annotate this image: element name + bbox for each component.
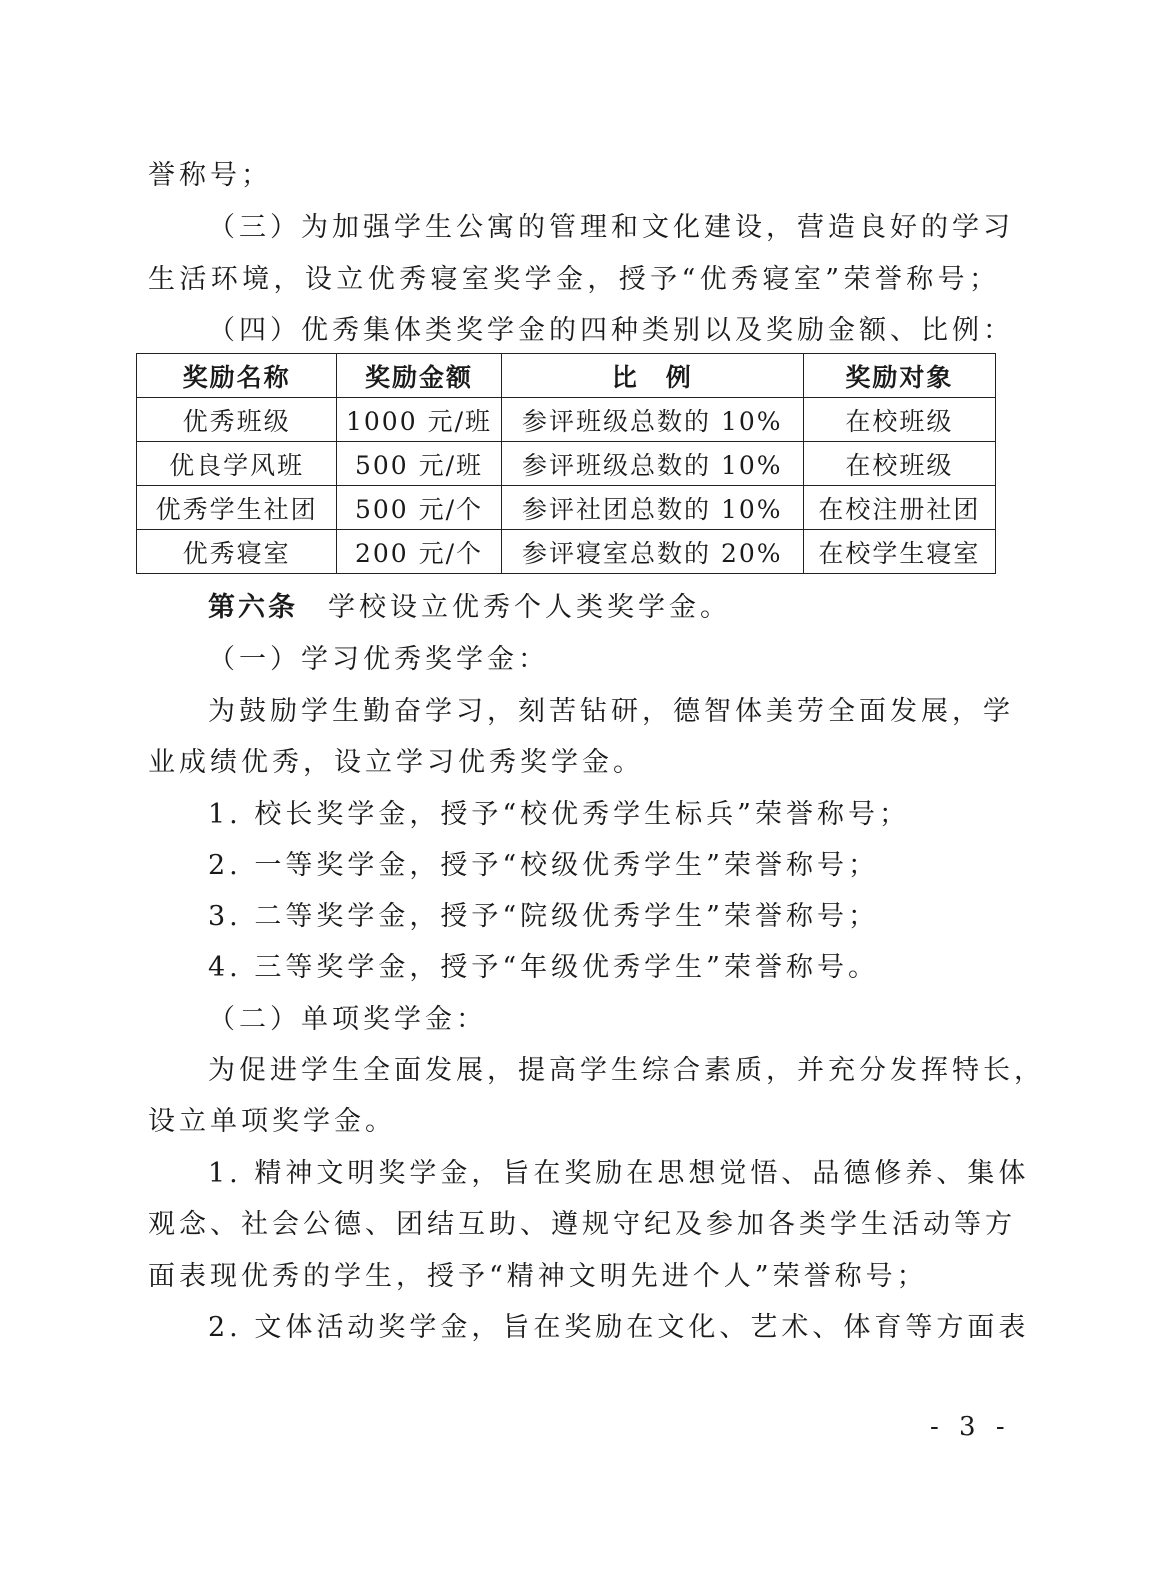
table-cell: 在校学生寝室	[803, 530, 995, 574]
table-cell: 200 元/个	[337, 530, 502, 574]
text-line: （四）优秀集体类奖学金的四种类别以及奖励金额、比例：	[208, 315, 1014, 346]
table-cell: 优秀寝室	[137, 530, 337, 574]
award-table	[136, 353, 996, 574]
table-row	[137, 442, 996, 486]
list-item: 3. 二等奖学金，授予“院级优秀学生”荣誉称号；	[208, 901, 879, 932]
page-number: - 3 -	[930, 1412, 1011, 1442]
table-header-cell: 奖励金额	[337, 354, 502, 398]
table-cell: 参评班级总数的 10%	[501, 398, 803, 442]
list-item: 2. 文体活动奖学金，旨在奖励在文化、艺术、体育等方面表	[208, 1312, 1030, 1343]
text-line: 设立单项奖学金。	[148, 1106, 396, 1137]
section-title: （一）学习优秀奖学金：	[208, 644, 549, 675]
table-cell: 1000 元/班	[337, 398, 502, 442]
text-line: 为鼓励学生勤奋学习，刻苦钻研，德智体美劳全面发展，学	[208, 696, 1014, 727]
text-line: 面表现优秀的学生，授予“精神文明先进个人”荣誉称号；	[148, 1261, 928, 1292]
list-item: 2. 一等奖学金，授予“校级优秀学生”荣誉称号；	[208, 850, 879, 881]
table-cell: 在校班级	[803, 442, 995, 486]
table-cell: 在校班级	[803, 398, 995, 442]
table-row	[137, 398, 996, 442]
table-cell: 优秀学生社团	[137, 486, 337, 530]
article-text: 学校设立优秀个人类奖学金。	[328, 592, 731, 623]
table-header-cell: 奖励名称	[137, 354, 337, 398]
table-cell: 在校注册社团	[803, 486, 995, 530]
table-cell: 优秀班级	[137, 398, 337, 442]
text-line: 业成绩优秀，设立学习优秀奖学金。	[148, 747, 644, 778]
table-row	[137, 530, 996, 574]
text-line: 誉称号；	[148, 160, 272, 191]
article-heading	[208, 590, 731, 626]
table-cell: 参评社团总数的 10%	[501, 486, 803, 530]
table-cell: 参评班级总数的 10%	[501, 442, 803, 486]
text-line: （三）为加强学生公寓的管理和文化建设，营造良好的学习	[208, 212, 1014, 243]
list-item: 1. 精神文明奖学金，旨在奖励在思想觉悟、品德修养、集体	[208, 1158, 1030, 1189]
table-cell: 优良学风班	[137, 442, 337, 486]
section-title: （二）单项奖学金：	[208, 1004, 487, 1035]
table-header-row	[137, 354, 996, 398]
table-cell: 参评寝室总数的 20%	[501, 530, 803, 574]
table-header-cell: 比 例	[501, 354, 803, 398]
list-item: 1. 校长奖学金，授予“校优秀学生标兵”荣誉称号；	[208, 799, 910, 830]
text-line: 生活环境，设立优秀寝室奖学金，授予“优秀寝室”荣誉称号；	[148, 264, 1000, 295]
table-header-cell: 奖励对象	[803, 354, 995, 398]
table-cell: 500 元/班	[337, 442, 502, 486]
text-line: 为促进学生全面发展，提高学生综合素质，并充分发挥特长，	[208, 1055, 1045, 1086]
article-label: 第六条	[208, 592, 298, 623]
text-line: 观念、社会公德、团结互助、遵规守纪及参加各类学生活动等方	[148, 1209, 1016, 1240]
table-row	[137, 486, 996, 530]
table-cell: 500 元/个	[337, 486, 502, 530]
list-item: 4. 三等奖学金，授予“年级优秀学生”荣誉称号。	[208, 952, 879, 983]
